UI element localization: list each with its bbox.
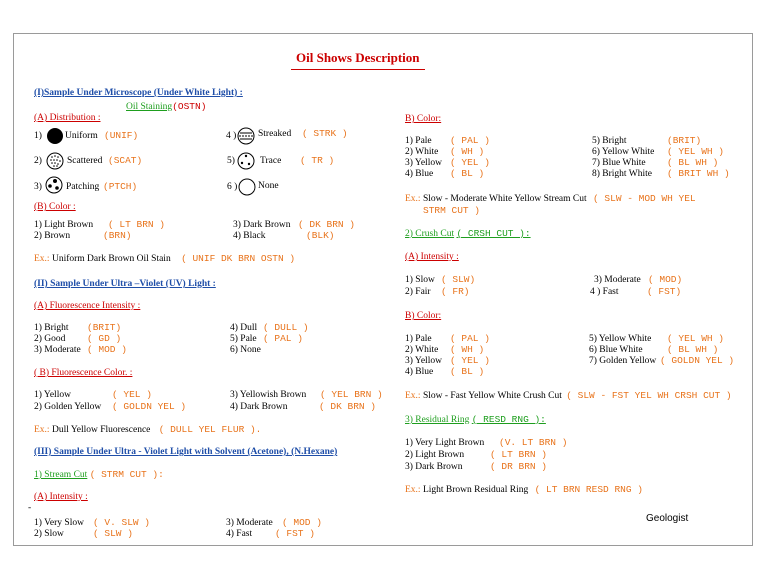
- color-b1-heading: B) Color:: [405, 114, 442, 124]
- color-b1-item-4: 4) Blue: [405, 169, 434, 179]
- fluor-col-item-2: 2) Golden Yellow: [34, 402, 102, 412]
- example-3-prefix: Ex.:: [405, 194, 421, 204]
- color-b-heading: (B) Color :: [34, 202, 76, 212]
- fluor-int-item-5: 5) Pale: [230, 334, 257, 344]
- dist-item-1-name: Uniform: [65, 131, 98, 141]
- color-b2-code-3: ( YEL ): [450, 355, 490, 366]
- dist-item-4-code: ( STRK ): [302, 128, 348, 139]
- example-5-text: Light Brown Residual Ring: [422, 485, 529, 495]
- fluor-col-item-4: 4) Dark Brown: [230, 402, 288, 412]
- fluor-int-item-6: 6) None: [230, 345, 261, 355]
- int-a2-item-3: 3) Moderate: [594, 275, 641, 285]
- stream-cut: [34, 470, 164, 480]
- ring-code-1: (V. LT BRN ): [499, 437, 568, 448]
- dotted-circle-icon: [45, 151, 65, 171]
- color-b-item-3: 3) Dark Brown: [233, 220, 291, 230]
- example-4-prefix: Ex.:: [405, 391, 421, 401]
- crush-cut: [405, 229, 531, 239]
- ring-item-1: 1) Very Light Brown: [405, 438, 485, 448]
- title-underline: [291, 69, 425, 70]
- fluor-col-code-2: ( GOLDN YEL ): [112, 401, 187, 412]
- oil-staining-label: Oil Staining: [126, 102, 173, 112]
- fluor-int-code-4: ( DULL ): [263, 322, 309, 333]
- color-b1-code-3: ( YEL ): [450, 157, 490, 168]
- int-a-code-1: ( V. SLW ): [93, 517, 151, 528]
- color-b-code-4: (BLK): [306, 230, 335, 241]
- int-a2-code-4: ( FST): [647, 286, 682, 297]
- color-b1-code-8: ( BRIT WH ): [667, 168, 730, 179]
- stream-cut-label: 1) Stream Cut: [34, 470, 88, 480]
- ring-code-2: ( LT BRN ): [490, 449, 548, 460]
- fluor-int-item-2: 2) Good: [34, 334, 66, 344]
- color-b-code-2: (BRN): [103, 230, 132, 241]
- color-b1-item-1: 1) Pale: [405, 136, 432, 146]
- oil-staining-code: (OSTN): [172, 101, 207, 112]
- color-b1-code-2: ( WH ): [450, 146, 485, 157]
- residual-ring-code: ( RESD RNG ):: [471, 414, 546, 425]
- fluor-col-code-3: ( YEL BRN ): [320, 389, 383, 400]
- dist-item-5-num: 5): [227, 156, 235, 166]
- int-a-item-3: 3) Moderate: [226, 518, 273, 528]
- fluor-col-code-1: ( YEL ): [112, 389, 152, 400]
- int-a-code-4: ( FST ): [275, 528, 315, 539]
- color-b1-code-6: ( YEL WH ): [667, 146, 725, 157]
- dist-item-4-name: Streaked: [258, 129, 292, 139]
- ring-item-3: 3) Dark Brown: [405, 462, 463, 472]
- int-a-code-3: ( MOD ): [282, 517, 322, 528]
- fluor-col-item-3: 3) Yellowish Brown: [230, 390, 307, 400]
- int-a-item-1: 1) Very Slow: [34, 518, 84, 528]
- dist-item-5-name: Trace: [260, 156, 282, 166]
- example-5-code: ( LT BRN RESD RNG ): [534, 484, 643, 495]
- color-b2-code-7: ( GOLDN YEL ): [660, 355, 735, 366]
- section-1-title: (I)Sample Under Microscope (Under White Light) :: [34, 88, 243, 98]
- color-b1-item-7: 7) Blue White: [592, 158, 646, 168]
- example-5-prefix: Ex.:: [405, 485, 421, 495]
- dist-item-4-num: 4 ): [226, 131, 237, 141]
- int-a2-item-1: 1) Slow: [405, 275, 435, 285]
- color-b2-code-6: ( BL WH ): [667, 344, 719, 355]
- color-b2-heading: B) Color:: [405, 311, 442, 321]
- ring-item-2: 2) Light Brown: [405, 450, 465, 460]
- color-b2-item-2: 2) White: [405, 345, 439, 355]
- fluor-int-item-3: 3) Moderate: [34, 345, 81, 355]
- int-a2-item-4: 4 ) Fast: [590, 287, 619, 297]
- color-b-item-4: 4) Black: [233, 231, 266, 241]
- example-2-prefix: Ex.:: [34, 425, 50, 435]
- intensity-a-heading: (A) Intensity :: [34, 492, 88, 502]
- color-b-item-2: 2) Brown: [34, 231, 71, 241]
- example-5: [405, 485, 643, 495]
- color-b2-item-7: 7) Golden Yellow: [589, 356, 657, 366]
- fluor-int-code-1: (BRIT): [87, 322, 122, 333]
- int-a2-code-3: ( MOD): [648, 274, 683, 285]
- stream-cut-code: ( STRM CUT ):: [89, 469, 164, 480]
- dist-item-3-name: Patching: [66, 182, 100, 192]
- crush-cut-code: ( CRSH CUT ):: [456, 228, 531, 239]
- color-b2-code-1: ( PAL ): [450, 333, 490, 344]
- int-a2-code-2: ( FR): [441, 286, 470, 297]
- dist-item-3-num: 3): [34, 182, 42, 192]
- dist-item-2-num: 2): [34, 156, 42, 166]
- int-a-item-2: 2) Slow: [34, 529, 64, 539]
- color-b1-code-7: ( BL WH ): [667, 157, 719, 168]
- patch-circle-icon: [44, 175, 64, 195]
- dist-item-3-code: (PTCH): [103, 181, 138, 192]
- dist-item-6-name: None: [258, 181, 279, 191]
- fluor-col-code-4: ( DK BRN ): [319, 401, 377, 412]
- example-4: [405, 391, 732, 401]
- color-b1-code-1: ( PAL ): [450, 135, 490, 146]
- color-b2-item-5: 5) Yellow White: [589, 334, 652, 344]
- residual-ring-label: 3) Residual Ring: [405, 415, 470, 425]
- ring-code-3: ( DR BRN ): [490, 461, 548, 472]
- stray-dash: -: [28, 503, 32, 513]
- distribution-heading: (A) Distribution :: [34, 113, 101, 123]
- fluor-int-item-4: 4) Dull: [230, 323, 258, 333]
- dist-item-1-num: 1): [34, 131, 42, 141]
- fluor-color-heading-text: ( B) Fluorescence Color. :: [34, 368, 133, 378]
- example-3-text: Slow - Moderate White Yellow Stream Cut: [422, 194, 587, 204]
- fluor-color-heading: [34, 368, 132, 378]
- example-2-text: Dull Yellow Fluorescence: [51, 425, 151, 435]
- color-b-item-1: 1) Light Brown: [34, 220, 94, 230]
- dist-item-1-code: (UNIF): [104, 130, 139, 141]
- color-b1-item-3: 3) Yellow: [405, 158, 442, 168]
- example-1-prefix: Ex.:: [34, 254, 50, 264]
- color-b2-code-5: ( YEL WH ): [667, 333, 725, 344]
- fluor-int-item-1: 1) Bright: [34, 323, 69, 333]
- color-b2-item-6: 6) Blue White: [589, 345, 643, 355]
- int-a-code-2: ( SLW ): [93, 528, 133, 539]
- example-1-code: ( UNIF DK BRN OSTN ): [181, 253, 296, 264]
- example-4-code: ( SLW - FST YEL WH CRSH CUT ): [566, 390, 732, 401]
- color-b-code-1: ( LT BRN ): [108, 219, 166, 230]
- example-3-code-2: STRM CUT ): [423, 205, 481, 216]
- residual-ring: [405, 415, 546, 425]
- example-4-text: Slow - Fast Yellow White Crush Cut: [422, 391, 562, 401]
- fluor-col-item-1: 1) Yellow: [34, 390, 71, 400]
- section-2-title: (II) Sample Under Ultra –Violet (UV) Light :: [34, 279, 216, 289]
- example-3-code-1: ( SLW - MOD WH YEL: [593, 193, 696, 204]
- color-b1-code-5: (BRIT): [667, 135, 702, 146]
- section-3-title: (III) Sample Under Ultra - Violet Light with Solvent (Acetone), (N.Hexane): [34, 447, 338, 457]
- trace-circle-icon: [236, 151, 256, 171]
- color-b2-item-3: 3) Yellow: [405, 356, 442, 366]
- color-b-code-3: ( DK BRN ): [298, 219, 356, 230]
- dist-item-2-code: (SCAT): [108, 155, 143, 166]
- filled-dot-icon: [45, 127, 65, 145]
- example-1: [34, 254, 295, 264]
- fluor-intensity-heading: (A) Fluorescence Intensity :: [34, 301, 141, 311]
- color-b1-code-4: ( BL ): [450, 168, 485, 179]
- example-2: [34, 425, 261, 435]
- oil-staining: [126, 102, 206, 112]
- color-b1-item-2: 2) White: [405, 147, 439, 157]
- crush-cut-label: 2) Crush Cut: [405, 229, 455, 239]
- streak-circle-icon: [236, 127, 256, 145]
- dist-item-6-num: 6 ): [227, 182, 238, 192]
- dist-item-2-name: Scattered: [67, 156, 103, 166]
- empty-circle-icon: [237, 177, 257, 197]
- int-a-item-4: 4) Fast: [226, 529, 253, 539]
- color-b1-item-8: 8) Bright White: [592, 169, 652, 179]
- intensity-a2-heading: (A) Intensity :: [405, 252, 459, 262]
- fluor-int-code-5: ( PAL ): [263, 333, 303, 344]
- fluor-int-code-3: ( MOD ): [87, 344, 127, 355]
- fluor-int-code-2: ( GD ): [87, 333, 122, 344]
- int-a2-item-2: 2) Fair: [405, 287, 431, 297]
- color-b2-code-2: ( WH ): [450, 344, 485, 355]
- example-1-text: Uniform Dark Brown Oil Stain: [51, 254, 171, 264]
- dist-item-5-code: ( TR ): [300, 155, 335, 166]
- color-b2-item-4: 4) Blue: [405, 367, 434, 377]
- example-2-code: ( DULL YEL FLUR ).: [158, 424, 262, 435]
- color-b2-item-1: 1) Pale: [405, 334, 432, 344]
- color-b1-item-5: 5) Bright: [592, 136, 627, 146]
- color-b2-code-4: ( BL ): [450, 366, 485, 377]
- int-a2-code-1: ( SLW): [441, 274, 476, 285]
- color-b1-item-6: 6) Yellow White: [592, 147, 655, 157]
- signature: Geologist: [646, 513, 689, 524]
- example-3: [405, 194, 696, 204]
- page-title: Oil Shows Description: [296, 50, 420, 65]
